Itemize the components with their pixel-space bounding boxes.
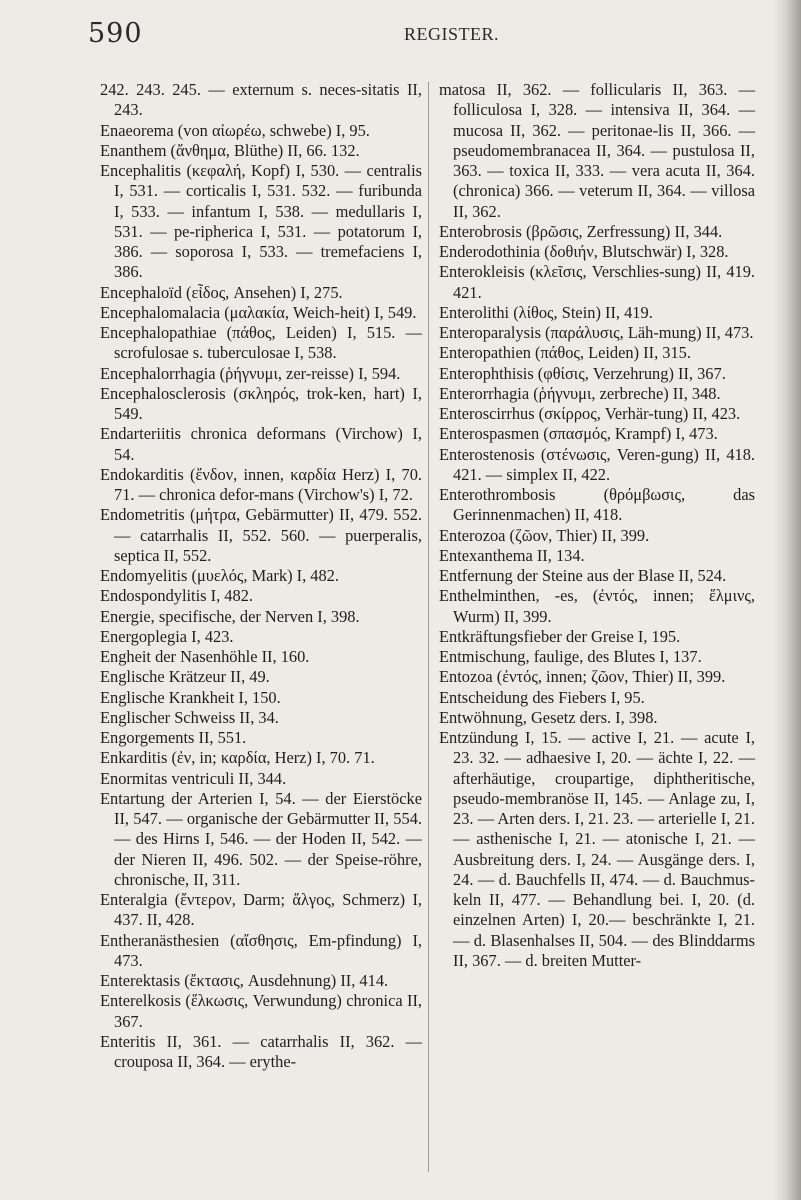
index-entry: Entozoa (ἐντός, innen; ζῶον, Thier) II, 399. bbox=[439, 667, 726, 687]
index-entry: Enormitas ventriculi II, 344. bbox=[100, 768, 287, 788]
index-entry: Englische Krätzeur II, 49. bbox=[100, 667, 270, 687]
index-entry: 242. 243. 245. — externum s. neces-sitatis II, 243. bbox=[100, 80, 422, 120]
index-entry: Enanthem (ἄνθημα, Blüthe) II, 66. 132. bbox=[100, 140, 360, 160]
index-entry: Endarteriitis chronica deformans (Virchow) I, 54. bbox=[100, 424, 422, 464]
index-entry: Enterostenosis (στένωσις, Veren-gung) II, 418. 421. — simplex II, 422. bbox=[439, 444, 755, 484]
index-entry: Enterokleisis (κλεῖσις, Verschlies-sung) II, 419. 421. bbox=[439, 262, 755, 302]
index-entry: Engheit der Nasenhöhle II, 160. bbox=[100, 647, 310, 666]
index-entry: Enterothrombosis (θρόμβωσις, das Gerinnenmachen) II, 418. bbox=[439, 485, 755, 525]
index-entry: Entartung der Arterien I, 54. — der Eierstöcke II, 547. — organische der Gebärmutter II, 554. — des Hirns I, 546. — der Hoden II, 542. — der Nieren II, 496. 502. — der Speise-röhre, chronische, II, 311. bbox=[100, 788, 422, 889]
index-entry: Entfernung der Steine aus der Blase II, 524. bbox=[439, 566, 727, 585]
index-entry: Entexanthema II, 134. bbox=[439, 545, 585, 565]
index-entry: Englische Krankheit I, 150. bbox=[100, 687, 281, 707]
index-entry: Entmischung, faulige, des Blutes I, 137. bbox=[439, 647, 702, 666]
index-entry: Encephalosclerosis (σκληρός, trok-ken, hart) I, 549. bbox=[100, 383, 422, 423]
index-entry: Energie, specifische, der Nerven I, 398. bbox=[100, 606, 360, 626]
index-entry: Enterolithi (λίθος, Stein) II, 419. bbox=[439, 302, 653, 322]
index-entry: Encephalopathiae (πάθος, Leiden) I, 515. — scrofulosae s. tuberculosae I, 538. bbox=[100, 323, 422, 363]
index-entry: Enteroscirrhus (σκίρρος, Verhär-tung) II, 423. bbox=[439, 404, 741, 423]
index-entry: Enterophthisis (φθίσις, Verzehrung) II, 367. bbox=[439, 363, 726, 383]
index-entry: Englischer Schweiss II, 34. bbox=[100, 707, 279, 727]
index-entry: Enkarditis (ἐν, in; καρδία, Herz) I, 70. 71. bbox=[100, 748, 375, 768]
index-entry: Engorgements II, 551. bbox=[100, 728, 247, 747]
index-entry: Enterozoa (ζῶον, Thier) II, 399. bbox=[439, 525, 650, 545]
right-column bbox=[439, 80, 755, 1180]
column-divider bbox=[428, 82, 429, 1172]
index-entry: Enteropathien (πάθος, Leiden) II, 315. bbox=[439, 343, 691, 363]
index-entry: Endomyelitis (μυελός, Mark) I, 482. bbox=[100, 566, 339, 585]
index-entry: Enteritis II, 361. — catarrhalis II, 362. — crouposa II, 364. — erythe- bbox=[100, 1031, 422, 1071]
index-entry: Entkräftungsfieber der Greise I, 195. bbox=[439, 626, 681, 646]
index-entry: Entscheidung des Fiebers I, 95. bbox=[439, 687, 645, 707]
page-edge-shadow bbox=[775, 0, 801, 1200]
index-entry: Enaeorema (von αἰωρέω, schwebe) I, 95. bbox=[100, 120, 370, 140]
page-number: 590 bbox=[88, 18, 143, 49]
index-entry: Enterorrhagia (ῥήγνυμι, zerbreche) II, 348. bbox=[439, 383, 721, 403]
index-entry: Endometritis (μήτρα, Gebärmutter) II, 479. 552. — catarrhalis II, 552. 560. — puerperalis, septica II, 552. bbox=[100, 505, 422, 565]
running-head: REGISTER. bbox=[404, 24, 500, 44]
index-entry: Enterektasis (ἔκτασις, Ausdehnung) II, 414. bbox=[100, 971, 389, 990]
index-entry: Enthelminthen, -es, (ἐντός, innen; ἕλμινς, Wurm) II, 399. bbox=[439, 586, 755, 626]
index-entry: Encephalorrhagia (ῥήγνυμι, zer-reisse) I, 594. bbox=[100, 363, 401, 383]
index-entry: Entwöhnung, Gesetz ders. I, 398. bbox=[439, 707, 658, 727]
page-header bbox=[0, 18, 801, 58]
index-entry: Endospondylitis I, 482. bbox=[100, 586, 253, 606]
index-entry: Encephalitis (κεφαλή, Kopf) I, 530. — centralis I, 531. — corticalis I, 531. 532. — furibunda I, 533. — infantum I, 538. — medullaris I, 531. — pe-ripherica I, 531. — potatorum I, 386. — soporosa I, 533. — tremefaciens I, 386. bbox=[100, 161, 422, 282]
left-column bbox=[100, 80, 422, 1180]
index-entry: Endokarditis (ἔνδον, innen, καρδία Herz) I, 70. 71. — chronica defor-mans (Virchow's) I, 72. bbox=[100, 464, 422, 504]
index-entry: matosa II, 362. — follicularis II, 363. — folliculosa I, 328. — intensiva II, 364. — mucosa II, 362. — peritonae-lis II, 366. — pseudomembranacea II, 364. — pustulosa II, 363. — toxica II, 333. — vera acuta II, 364. (chronica) 366. — veterum II, 364. — villosa II, 362. bbox=[439, 80, 755, 221]
index-entry: Encephalomalacia (μαλακία, Weich-heit) I, 549. bbox=[100, 302, 417, 322]
index-entry: Enterobrosis (βρῶσις, Zerfressung) II, 344. bbox=[439, 221, 723, 241]
index-entry: Enteralgia (ἔντερον, Darm; ἄλγος, Schmerz) I, 437. II, 428. bbox=[100, 890, 422, 930]
index-entry: Encephaloïd (εἶδος, Ansehen) I, 275. bbox=[100, 282, 343, 302]
index-entry: Enderodothinia (δοθιήν, Blutschwär) I, 328. bbox=[439, 242, 729, 261]
index-entry: Enteroparalysis (παράλυσις, Läh-mung) II, 473. bbox=[439, 323, 754, 342]
index-entry: Enterelkosis (ἕλκωσις, Verwundung) chronica II, 367. bbox=[100, 991, 422, 1031]
index-entry: Entzündung I, 15. — active I, 21. — acute I, 23. 32. — adhaesive I, 20. — ächte I, 22. — afterhäutige, croupartige, diphtheritische, pseudo-membranöse II, 145. — Anlage zu, I, 23. — Arten ders. I, 21. 23. — arterielle I, 21. — asthenische I, 21. — atonische I, 21. — Ausbreitung ders. I, 24. — Ausgänge ders. I, 24. — d. Bauchfells II, 474. — d. Bauchmus-keln II, 477. — Behandlung bei. I, 20. (d. einzelnen Arten) I, 20.— beschränkte I, 21. — d. Blasenhalses II, 504. — des Blinddarms II, 367. — d. breiten Mutter- bbox=[439, 728, 755, 970]
index-entry: Enterospasmen (σπασμός, Krampf) I, 473. bbox=[439, 424, 718, 444]
index-entry: Energoplegia I, 423. bbox=[100, 626, 234, 646]
index-entry: Entheranästhesien (αἴσθησις, Em-pfindung) I, 473. bbox=[100, 930, 422, 970]
